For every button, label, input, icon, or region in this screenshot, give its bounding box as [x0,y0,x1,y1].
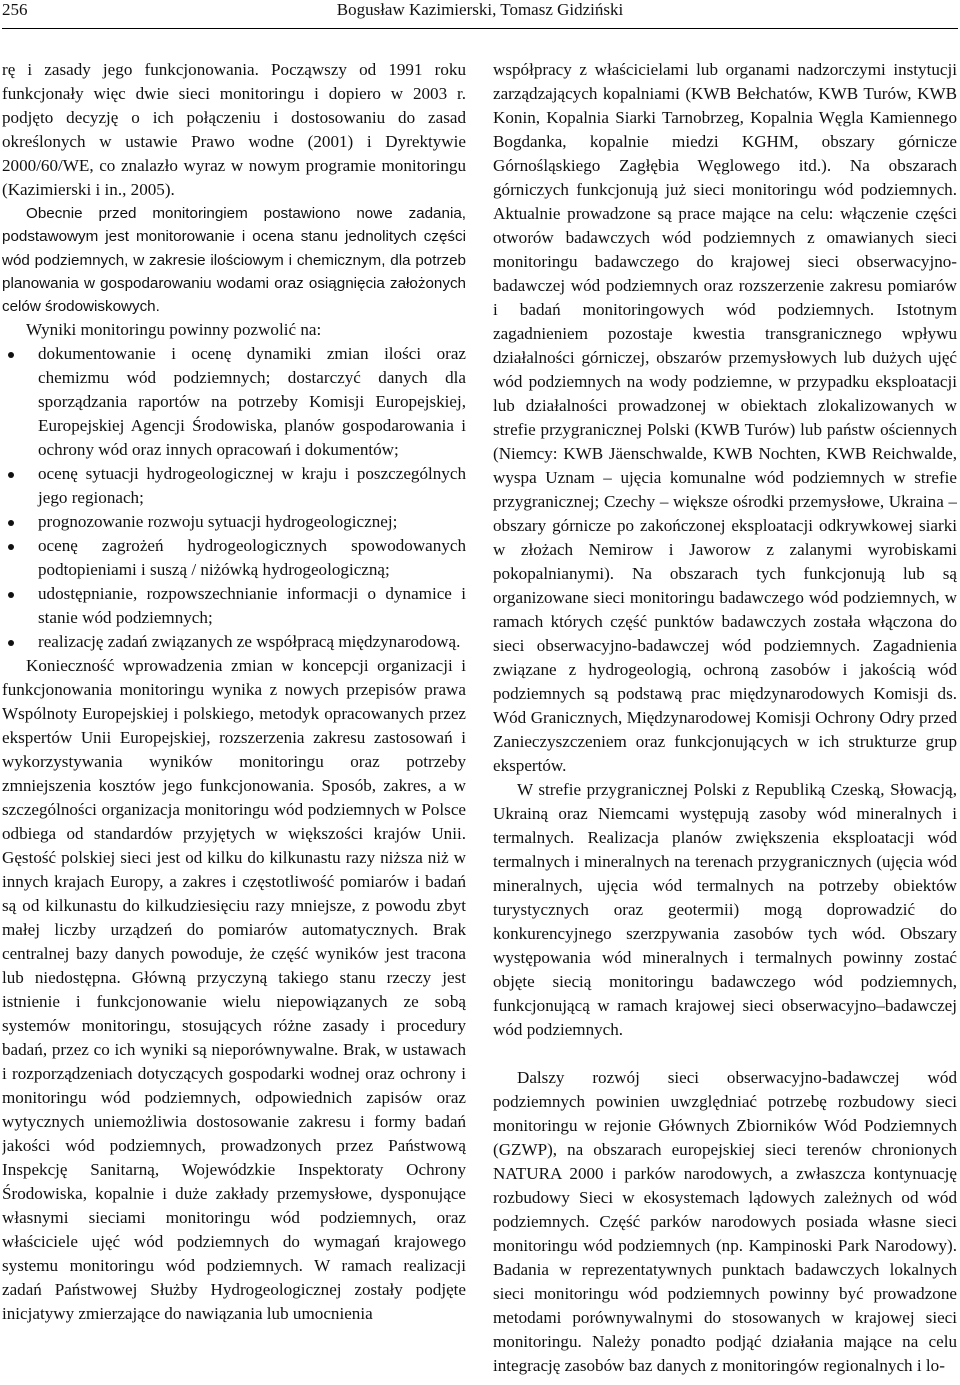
list-item [2,510,466,534]
paragraph: Obecnie przed monitoringiem postawiono nowe zadania, podstawowym jest monitorowanie i ocena stanu jednolitych części wód podziemnych, w zakresie ilościowym i chemicznym, dla potrzeb planowania w gospodarowaniu wodami oraz osiągnięcia założonych celów środowiskowych. [2,205,466,316]
list-item [2,630,466,654]
list-item-text: ocenę zagrożeń hydrogeologicznych spowodowanych podtopieniami i suszą / niżówką hydrogeologiczną; [38,536,466,580]
bullet-icon [8,520,14,526]
page-number: 256 [2,0,28,19]
header-rule [2,28,958,29]
left-column [2,58,466,1383]
list-item [2,462,466,510]
bullet-icon [8,352,14,358]
paragraph: Wyniki monitoringu powinny pozwolić na: [26,320,322,340]
list-item [2,342,466,462]
bullet-icon [8,640,14,646]
running-header [0,0,960,28]
list-item-text: udostępnianie, rozpowszechnianie informacji o dynamice i stanie wód podziemnych; [38,584,466,628]
list-item-text: dokumentowanie i ocenę dynamiki zmian ilości oraz chemizmu wód podziemnych; dostarczyć danych dla sporządzania raportów na potrzeby Komisji Europejskiej, Europejskiej Agencji Środowiska, planów gospodarowania i ochrony wód oraz innych opracowań i dokumentów; [38,344,466,460]
bullet-icon [8,472,14,478]
bullet-list [2,342,466,654]
paragraph: Dalszy rozwój sieci obserwacyjno-badawczej wód podziemnych powinien uwzględniać potrzebę rozbudowy sieci monitoringu w rejonie Głównych Zbiorników Wód Podziemnych (GZWP), na obszarach europejskiej sieci terenów chronionych NATURA 2000 i parków narodowych, a zwłaszcza kontynuację rozbudowy Sieci w ekosystemach lądowych zależnych od wód podziemnych. Część parków narodowych posiada własne sieci monitoringu wód podziemnych (np. Kampinoski Park Narodowy). Badania w reprezentatywnych punktach badawczych lokalnych sieci monitoringu wód podziemnych powinny być prowadzone metodami porównywalnymi do stosowanych w krajowej sieci monitoringu. Należy ponadto podjąć działania mające na celu integrację zasobów baz danych z monitoringów regionalnych i lo- [493,1068,957,1375]
list-item [2,582,466,630]
running-title-authors: Bogusław Kazimierski, Tomasz Gidziński [336,0,624,19]
bullet-icon [8,544,14,550]
list-item-text: ocenę sytuacji hydrogeologicznej w kraju i poszczególnych jego regionach; [38,464,466,508]
paragraph: W strefie przygranicznej Polski z Republiką Czeską, Słowacją, Ukrainą oraz Niemcami występują zasoby wód mineralnych i termalnych. Realizacja planów zwiększenia eksploatacji wód termalnych i mineralnych na terenach przygranicznych (ujęcia wód mineralnych, ujęcia wód termalnych na potrzeby obiektów turystycznych oraz geotermii) mogą doprowadzić do konkurencyjnego szerzpywania zasobów tych wód. Obszary występowania wód mineralnych i termalnych powinny zostać objęte siecią monitoringu badawczego wód podziemnych, funkcjonującą w ramach krajowej sieci obserwacyjno–badawczej wód podziemnych. [493,780,957,1039]
list-item-text: realizację zadań związanych ze współpracą międzynarodową. [38,632,461,652]
paragraph: Konieczność wprowadzenia zmian w koncepcji organizacji i funkcjonowania monitoringu wynika z nowych przepisów prawa Wspólnoty Europejskiej i polskiego, metodyk opracowanych przez ekspertów Unii Europejskiej, rozszerzenia zakresu zastosowań i wykorzystywania wyników monitoringu oraz potrzeby zmniejszenia kosztów jego funkcjonowania. Sposób, zakres, a w szczególności organizacja monitoringu wód podziemnych w Polsce odbiega od standardów przyjętych w większości krajów Unii. Gęstość polskiej sieci jest od kilku do kilkunastu razy niższa niż w innych krajach Europy, a zakres i częstotliwość pomiarów i badań są od kilkunastu do kilkudziesięciu razy mniejsze, z powodu zbyt małej liczby urządzeń do pomiarów automatycznych. Brak centralnej bazy danych powoduje, że część wyników jest tracona lub niedostępna. Główną przyczyną takiego stanu rzeczy jest istnienie i funkcjonowanie wielu niepowiązanych ze sobą systemów monitoringu, stosujących różne zasady i procedury badań, przez co ich wyniki są nieporównywalne. Brak, w ustawach i rozporządzeniach dotyczących gospodarki wodnej oraz ochrony i monitoringu wód podziemnych, odpowiednich zapisów oraz wytycznych uniemożliwia dostosowanie zakresu i formy badań jakości wód podziemnych, prowadzonych przez Państwową Inspekcję Sanitarną, Wojewódzkie Inspektoraty Ochrony Środowiska, kopalnie i duże zakłady przemysłowe, dysponujące własnymi sieciami monitoringu wód podziemnych, oraz właściciele ujęć wód podziemnych do wymagań krajowego systemu monitoringu wód podziemnych. W ramach realizacji zadań Państwowej Służby Hydrogeologicznej zostały podjęte inicjatywy zmierzające do nawiązania lub umocnienia [2,656,466,1324]
list-item [2,534,466,582]
bullet-icon [8,592,14,598]
paragraph: współpracy z właścicielami lub organami nadzorczymi instytucji zarządzających kopalniami (KWB Bełchatów, KWB Turów, KWB Konin, Kopalnia Siarki Tarnobrzeg, Kopalnia Węgla Kamiennego Bogdanka, kopalnie miedzi KGHM, obszary górnicze Górnośląskiego Zagłębia Węglowego itd.). Na obszarach górniczych funkcjonują już sieci monitoringu wód podziemnych. Aktualnie prowadzone są prace mające na celu: włączenie części otworów badawczych wód podziemnych z omawianych sieci monitoringu badawczego do krajowej sieci obserwacyjno-badawczej wód podziemnych oraz rozszerzenie zakresu pomiarów i badań monitoringowych wód podziemnych. Istotnym zagadnieniem pozostaje kwestia transgranicznego wpływu działalności górniczej, obszarów przemysłowych lub dużych ujęć wód podziemnych na wody podziemne, w przypadku eksploatacji lub działalności prowadzonej w obiektach zlokalizowanych w strefie przygranicznej Polski (KWB Turów) lub państw ościennych (Niemcy: KWB Jäenschwalde, KWB Nochten, KWB Reichwalde, wyspa Uznam – ujęcia komunalne wód podziemnych w strefie przygranicznej; Czechy – większe ośrodki przemysłowe, Ukraina – obszary górnicze po zakończonej eksploatacji odkrywkowej siarki w złożach Nemirow i Jaworow z zalanymi wyrobiskami pokopalnianymi). Na obszarach tych funkcjonują lub są organizowane sieci monitoringu badawczego wód podziemnych, w ramach których część punktów badawczych została włączona do sieci obserwacyjno-badawczej wód podziemnych. Zagadnienia związane z hydrogeologią, ochroną zasobów i jakością wód podziemnych są podstawą prac międzynarodowych Komisji ds. Wód Granicznych, Międzynarodowej Komisji Ochrony Odry przed Zanieczyszczeniem oraz funkcjonujących w ich strukturze grup ekspertów. [493,60,957,775]
paragraph: rę i zasady jego funkcjonowania. Począwszy od 1991 roku funkcjonały więc dwie sieci monitoringu i dopiero w 2003 r. podjęto decyzję o ich połączeniu i dostosowaniu do zasad określonych w ustawie Prawo wodne (2001) i Dyrektywie 2000/60/WE, co znalazło wyraz w nowym programie monitoringu (Kazimierski i in., 2005). [2,60,466,199]
right-column [493,58,957,1383]
list-item-text: prognozowanie rozwoju sytuacji hydrogeologicznej; [38,512,398,532]
